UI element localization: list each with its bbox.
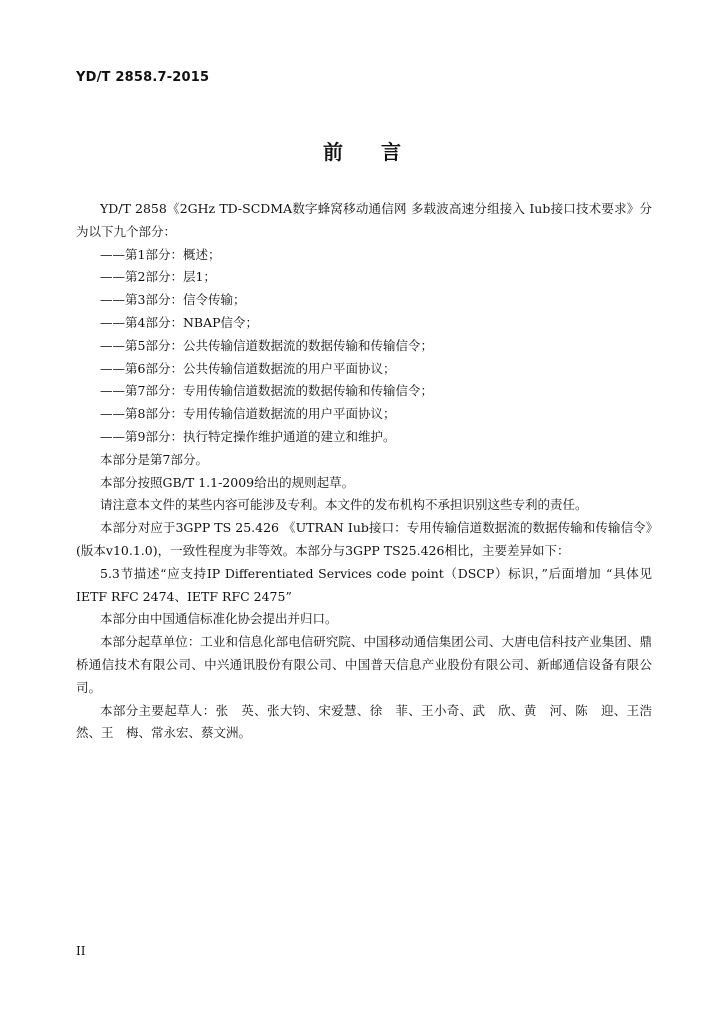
correspondence-paragraph: 本部分对应于3GPP TS 25.426 《UTRAN Iub接口：专用传输信道数据流的数据传输和传输信令》(版本v10.1.0)，一致性程度为非等效。本部分与3GPP TS25.426相比，主要差异如下：: [76, 520, 652, 558]
list-item: ——第6部分：公共传输信道数据流的用户平面协议；: [100, 360, 396, 376]
intro-paragraph: YD/T 2858《2GHz TD-SCDMA数字蜂窝移动通信网 多载波高速分组接入 Iub接口技术要求》分为以下九个部分：: [76, 201, 652, 239]
part-number-paragraph: 本部分是第7部分。: [100, 451, 208, 467]
list-item: ——第1部分：概述；: [100, 246, 221, 262]
list-item: ——第8部分：专用传输信道数据流的用户平面协议；: [100, 406, 396, 422]
parts-list: [76, 244, 652, 449]
list-item: ——第3部分：信令传输；: [100, 292, 246, 308]
list-item: ——第4部分：NBAP信令；: [100, 314, 259, 330]
list-item: ——第2部分：层1；: [100, 269, 216, 285]
page-title: [0, 136, 724, 165]
page-number: II: [76, 944, 86, 958]
drafting-rules-paragraph: 本部分按照GB/T 1.1-2009给出的规则起草。: [100, 474, 355, 490]
foreword-body: [76, 198, 652, 745]
proposer-paragraph: 本部分由中国通信标准化协会提出并归口。: [100, 611, 338, 627]
list-item: ——第9部分：执行特定操作维护通道的建立和维护。: [100, 428, 396, 444]
document-code: YD/T 2858.7-2015: [76, 70, 210, 85]
title-char-2: 言: [381, 140, 401, 164]
drafters-paragraph: 本部分主要起草人：张 英、张大钧、宋爱慧、徐 菲、王小奇、武 欣、黄 河、陈 迎、王浩然、王 梅、常永宏、蔡文洲。: [76, 702, 652, 741]
list-item: ——第7部分：专用传输信道数据流的数据传输和传输信令；: [100, 383, 433, 399]
patent-notice-paragraph: 请注意本文件的某些内容可能涉及专利。本文件的发布机构不承担识别这些专利的责任。: [100, 497, 588, 513]
drafting-units-paragraph: 本部分起草单位：工业和信息化部电信研究院、中国移动通信集团公司、大唐电信科技产业集团、鼎桥通信技术有限公司、中兴通讯股份有限公司、中国普天信息产业股份有限公司、新邮通信设备有限公司。: [76, 634, 652, 695]
title-char-1: 前: [323, 140, 343, 164]
list-item: ——第5部分：公共传输信道数据流的数据传输和传输信令；: [100, 337, 433, 353]
difference-paragraph: 5.3节描述“应支持IP Differentiated Services code point（DSCP）标识，”后面增加 “具体见IETF RFC 2474、IETF RFC 2475”: [76, 565, 652, 604]
